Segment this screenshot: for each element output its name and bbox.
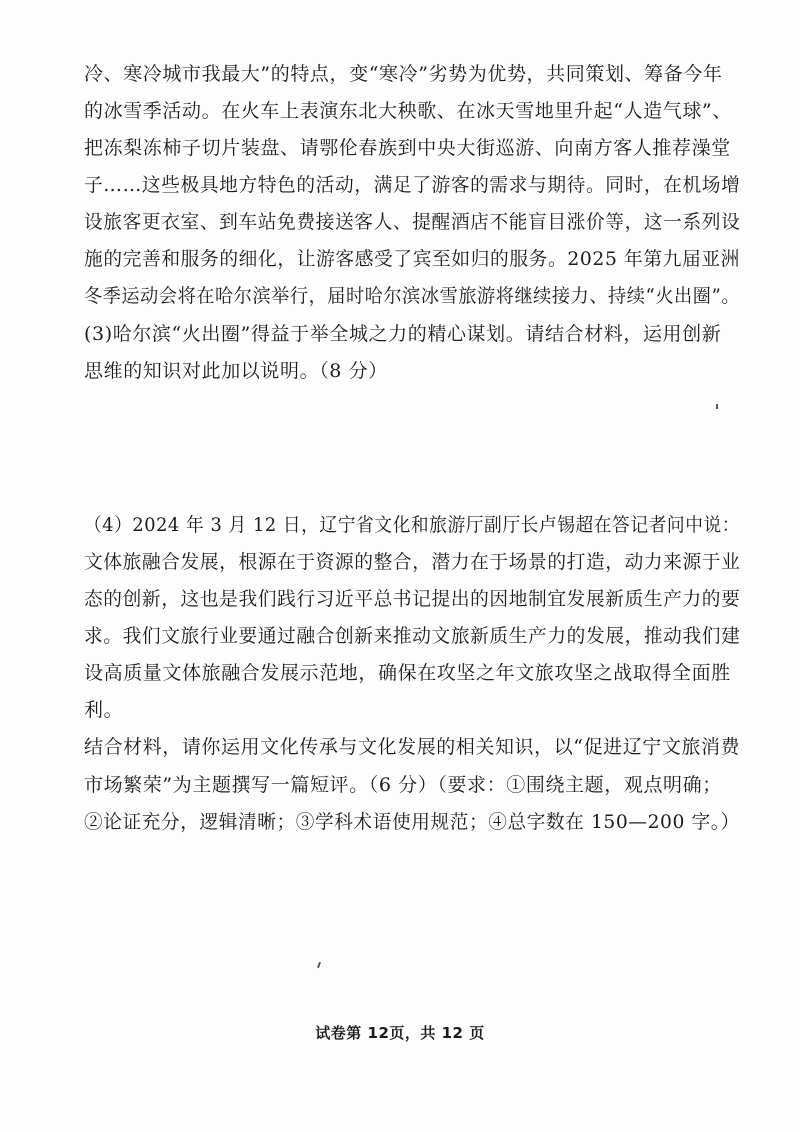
text-line: 冬季运动会将在哈尔滨举行，届时哈尔滨冰雪旅游将继续接力、持续“火出圈”。 [84, 285, 741, 307]
page-footer: 试卷第 12页，共 12 页 [315, 1024, 485, 1042]
question-3-prompt: (3)哈尔滨“火出圈”得益于举全城之力的精心谋划。请结合材料，运用创新 [84, 323, 722, 345]
question-4-prompt: 结合材料，请你运用文化传承与文化发展的相关知识，以“促进辽宁文旅消费 [84, 736, 741, 758]
question-4-prompt: 市场繁荣”为主题撰写一篇短评。（6 分）（要求：①围绕主题，观点明确； [84, 774, 722, 796]
text-line: 施的完善和服务的细化，让游客感受了宾至如归的服务。2025 年第九届亚洲 [84, 248, 741, 270]
text-line: 文体旅融合发展，根源在于资源的整合，潜力在于场景的打造，动力来源于业 [84, 551, 741, 573]
question-4-requirements: ②论证充分，逻辑清晰；③学科术语使用规范；④总字数在 150—200 字。） [84, 811, 740, 833]
scan-speck [317, 962, 321, 968]
text-line: 求。我们文旅行业要通过融合创新来推动文旅新质生产力的发展，推动我们建 [84, 625, 741, 647]
text-line: 态的创新，这也是我们践行习近平总书记提出的因地制宜发展新质生产力的要 [84, 588, 741, 610]
text-line: 冷、寒冷城市我最大”的特点，变“寒冷”劣势为优势，共同策划、筹备今年 [84, 63, 723, 85]
question-3-prompt: 思维的知识对此加以说明。（8 分） [84, 360, 388, 382]
question-4-intro: （4）2024 年 3 月 12 日，辽宁省文化和旅游厅副厅长卢锡超在答记者问中说： [84, 514, 741, 536]
text-line: 设旅客更衣室、到车站免费接送客人、提醒酒店不能盲目涨价等，这一系列设 [84, 211, 741, 233]
text-line: 利。 [84, 699, 124, 721]
scan-speck [716, 404, 718, 409]
text-line: 子……这些极具地方特色的活动，满足了游客的需求与期待。同时，在机场增 [84, 174, 741, 196]
text-line: 的冰雪季活动。在火车上表演东北大秧歌、在冰天雪地里升起“人造气球”、 [84, 100, 732, 122]
text-line: 设高质量文体旅融合发展示范地，确保在攻坚之年文旅攻坚之战取得全面胜 [84, 662, 731, 684]
text-line: 把冻梨冻柿子切片装盘、请鄂伦春族到中央大街巡游、向南方客人推荐澡堂 [84, 137, 731, 159]
